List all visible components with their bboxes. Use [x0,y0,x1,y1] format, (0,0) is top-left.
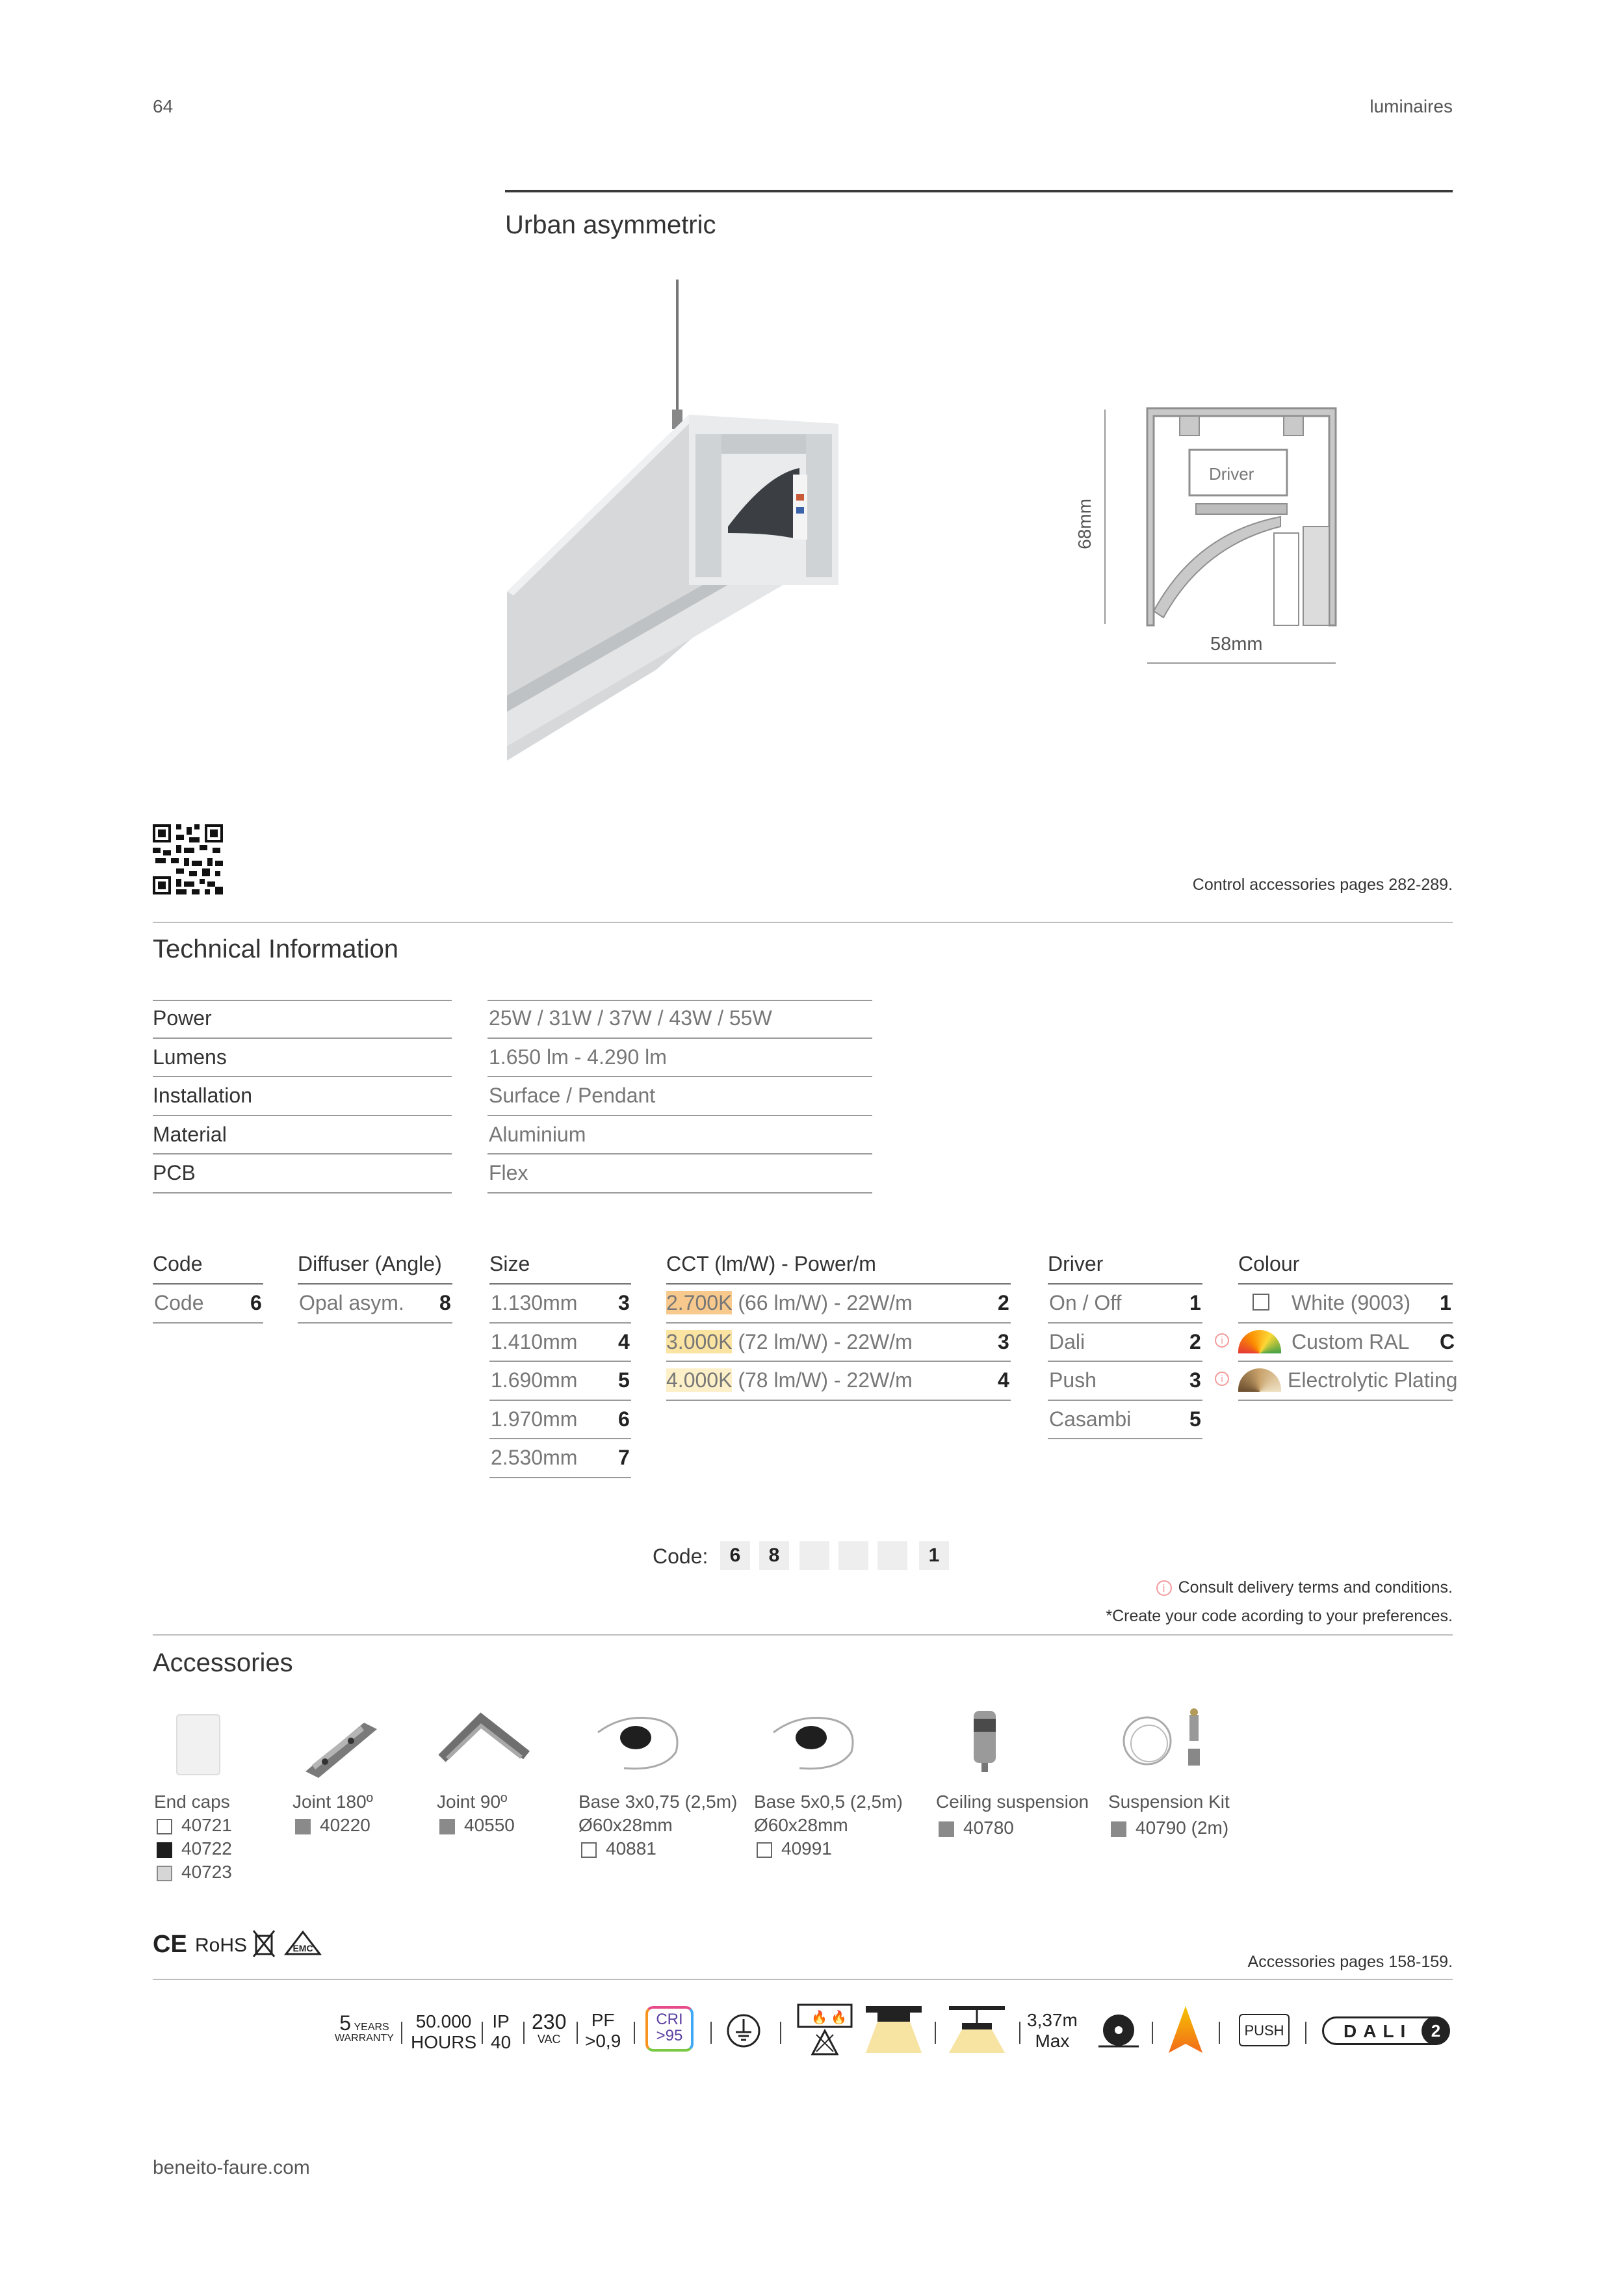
config-rule [489,1322,631,1324]
tech-row-value: Surface / Pendant [489,1084,656,1107]
info-icon: i [1215,1372,1229,1386]
config-rule [489,1477,631,1478]
code-box[interactable] [877,1541,907,1570]
config-rule [153,1283,263,1285]
accessory-code[interactable] [757,1838,832,1859]
fire-safety-icon [797,2003,853,2057]
config-option-driver[interactable]: Dali [1049,1329,1085,1353]
push-control-badge: PUSH [1239,2014,1290,2046]
cct-kelvin-highlight: 3.000K [666,1329,733,1353]
warranty-badge: 5 YEARS WARRANTY [335,2011,394,2044]
cct-kelvin-highlight: 2.700K [666,1291,733,1314]
colour-swatch [439,1819,455,1834]
profile-cross-section-diagram [1066,397,1352,670]
info-icon: i [1215,1333,1229,1348]
config-code-number: 7 [618,1446,630,1469]
max-length-badge: 3,37m Max [1027,2010,1078,2052]
tech-row-label: PCB [153,1161,196,1184]
accessory-code-text: 40991 [781,1838,832,1859]
colour-swatch [757,1842,772,1858]
colour-swatch [157,1819,172,1834]
accessory-code-text: 40790 (2m) [1136,1818,1229,1838]
tech-row-value: 25W / 31W / 37W / 43W / 55W [489,1006,772,1030]
accessory-code-text: 40723 [181,1862,232,1882]
weee-bin-icon [251,1928,277,1959]
accessory-code[interactable] [157,1815,232,1836]
cct-option[interactable] [666,1330,913,1354]
accessories-title: Accessories [153,1649,293,1677]
config-rule [1238,1322,1453,1324]
colour-swatch [157,1866,172,1881]
white-swatch [1253,1294,1269,1311]
voltage-badge: 230 VAC [532,2010,567,2046]
config-rule [666,1361,1011,1362]
accessory-code[interactable] [581,1838,656,1859]
accessory-code-text: 40220 [320,1815,370,1835]
accessory-code[interactable] [939,1818,1014,1838]
joint-180-image [299,1710,383,1781]
code-box[interactable]: 1 [919,1541,949,1570]
config-code-number: C [1440,1329,1455,1353]
accessory-code-text: 40780 [963,1818,1014,1838]
accessories-pages-note: Accessories pages 158-159. [1247,1953,1453,1971]
config-rule [1238,1283,1453,1285]
config-rule [666,1322,1011,1324]
config-header-diffuser: Diffuser (Angle) [298,1252,442,1275]
tech-row-label: Material [153,1122,227,1146]
colour-swatch [157,1842,172,1858]
config-option-diffuser[interactable]: Opal asym. [299,1291,404,1314]
config-code-number: 2 [998,1291,1009,1314]
code-box[interactable] [838,1541,868,1570]
config-code-number: 6 [250,1291,262,1314]
config-rule [489,1361,631,1362]
product-render-image [500,280,871,774]
section-divider [153,1634,1453,1636]
driver-label: Driver [1209,464,1254,484]
ce-mark: CE [153,1931,187,1958]
accessory-code[interactable] [157,1838,232,1859]
rohs-mark: RoHS [195,1935,248,1956]
cct-details: (72 lm/W) - 22W/m [732,1329,913,1353]
svg-text:EMC: EMC [292,1943,313,1953]
title-rule [505,190,1453,192]
power-factor-badge: PF >0,9 [585,2010,621,2052]
pendant-light-icon [949,2006,1005,2053]
colour-swatch [295,1819,311,1834]
config-option-driver[interactable]: Push [1049,1368,1097,1392]
config-rule [1048,1322,1202,1324]
earth-class-icon [725,2013,762,2049]
config-rule [1048,1283,1202,1285]
code-box[interactable]: 6 [720,1541,750,1570]
config-option-driver[interactable]: Casambi [1049,1407,1132,1431]
config-header-driver: Driver [1048,1252,1104,1275]
emc-icon [283,1929,322,1957]
colour-swatch [581,1842,597,1858]
accessory-code-text: 40881 [606,1838,656,1859]
accessory-dimensions: Ø60x28mm [754,1815,848,1835]
table-rule [487,1000,872,1001]
config-option-size[interactable]: 1.130mm [491,1291,578,1314]
config-option-size[interactable]: 1.410mm [491,1329,578,1353]
colour-option[interactable]: Electrolytic Plating [1288,1368,1458,1392]
config-rule [1048,1361,1202,1362]
config-code-number: 4 [618,1329,630,1353]
config-option-size[interactable]: 1.970mm [491,1407,578,1431]
accessory-name: End caps [154,1792,230,1812]
qr-code-image[interactable] [153,824,223,894]
config-rule [489,1283,631,1285]
ceiling-suspension-image [968,1704,1001,1776]
accessory-name: Joint 180º [292,1792,373,1812]
config-header-code: Code [153,1252,203,1275]
table-rule [153,1000,452,1001]
dali2-badge: DALI 2 [1322,2016,1449,2045]
config-rule [1048,1438,1202,1439]
config-code-number: 1 [1440,1291,1451,1314]
config-option-size[interactable]: 1.690mm [491,1368,578,1392]
config-code-number: 3 [618,1291,630,1314]
cct-option[interactable] [666,1368,913,1392]
table-rule [153,1192,452,1194]
ip-rating-badge: IP 40 [491,2011,512,2053]
info-icon: i [1156,1580,1172,1596]
table-rule [153,1037,452,1039]
config-rule [666,1283,1011,1285]
joint-90-image [435,1706,533,1778]
code-builder-label: Code: [653,1545,708,1568]
height-dimension: 68mm [1074,499,1095,549]
light-beam-icon [1167,2005,1204,2054]
accessory-dimensions: Ø60x28mm [578,1815,673,1835]
config-option-driver[interactable]: On / Off [1049,1291,1122,1314]
table-rule [487,1192,872,1194]
config-rule [666,1400,1011,1401]
accessory-name: Suspension Kit [1108,1792,1230,1812]
accessory-code-text: 40721 [181,1815,232,1835]
colour-swatch [1111,1821,1126,1837]
config-rule [1048,1400,1202,1401]
accessory-code-text: 40722 [181,1838,232,1859]
cct-details: (66 lm/W) - 22W/m [732,1291,913,1314]
cct-option[interactable] [666,1291,913,1315]
config-code-number: 6 [618,1407,630,1431]
tech-row-label: Power [153,1006,212,1030]
config-rule [298,1283,452,1285]
section-divider [153,1979,1453,1980]
tech-row-value: Aluminium [489,1122,586,1146]
accessory-code[interactable] [157,1862,232,1883]
config-rule [489,1438,631,1439]
colour-option[interactable]: White (9003) [1292,1291,1411,1314]
table-rule [153,1076,452,1077]
accessory-code-text: 40550 [464,1815,515,1835]
accessory-code[interactable] [1111,1818,1228,1838]
product-title: Urban asymmetric [505,211,716,239]
base-3x075-image [585,1706,689,1778]
code-box[interactable]: 8 [759,1541,789,1570]
config-header-size: Size [489,1252,530,1275]
config-code-number: 5 [1189,1407,1201,1431]
cri-badge: CRI >95 [645,2006,694,2052]
code-box[interactable] [799,1541,829,1570]
config-header-cct: CCT (lm/W) - Power/m [666,1252,876,1275]
config-rule [1238,1361,1453,1362]
table-rule [487,1115,872,1116]
config-code-number: 2 [1189,1329,1201,1353]
width-dimension: 58mm [1210,634,1263,655]
base-5x05-image [760,1706,864,1778]
electrolytic-plating-fan-icon [1238,1368,1281,1392]
accessory-name: Ceiling suspension [936,1792,1089,1812]
config-code-number: 5 [618,1368,630,1392]
create-code-note: *Create your code acording to your preferences. [1106,1607,1453,1625]
accessory-name: Joint 90º [437,1792,508,1812]
accessory-code[interactable] [439,1815,515,1836]
delivery-note: i Consult delivery terms and conditions. [1156,1578,1453,1597]
end-cap-image [175,1711,222,1776]
website-link[interactable]: beneito-faure.com [153,2157,310,2178]
table-rule [487,1037,872,1039]
config-rule [298,1322,452,1324]
colour-swatch [939,1821,954,1837]
config-code-number: 4 [998,1368,1009,1392]
table-rule [487,1153,872,1155]
colour-option[interactable]: Custom RAL [1292,1329,1410,1353]
config-rule [1238,1400,1453,1401]
cut-to-length-saw-icon [1097,2009,1140,2052]
svg-text:🔥: 🔥 [811,2009,827,2025]
config-rule [153,1322,263,1324]
section-label: luminaires [1370,96,1453,116]
table-rule [153,1115,452,1116]
tech-row-label: Installation [153,1084,252,1107]
tech-row-value: 1.650 lm - 4.290 lm [489,1045,667,1069]
cct-details: (78 lm/W) - 22W/m [732,1368,913,1392]
surface-mount-light-icon [866,2006,922,2053]
config-code-number: 8 [439,1291,451,1314]
config-code-number: 1 [1189,1291,1201,1314]
tech-row-label: Lumens [153,1045,227,1069]
config-header-colour: Colour [1238,1252,1300,1275]
table-rule [153,1153,452,1155]
custom-ral-fan-icon [1238,1330,1281,1353]
suspension-kit-image [1111,1702,1215,1780]
table-rule [487,1076,872,1077]
lifetime-hours-badge: 50.000 HOURS [411,2011,477,2053]
technical-title: Technical Information [153,935,398,963]
control-accessories-note: Control accessories pages 282-289. [1192,876,1453,894]
config-rule [489,1400,631,1401]
config-code-number: 3 [1189,1368,1201,1392]
accessory-name: Base 3x0,75 (2,5m) [578,1792,738,1812]
page-number: 64 [153,96,174,116]
tech-row-value: Flex [489,1161,528,1184]
cct-kelvin-highlight: 4.000K [666,1368,733,1392]
accessory-name: Base 5x0,5 (2,5m) [754,1792,903,1812]
svg-text:🔥: 🔥 [831,2009,847,2025]
config-option-code[interactable]: Code [154,1291,204,1314]
accessory-code[interactable] [295,1815,370,1836]
config-option-size[interactable]: 2.530mm [491,1446,578,1469]
section-divider [153,922,1453,923]
config-code-number: 3 [998,1329,1009,1353]
